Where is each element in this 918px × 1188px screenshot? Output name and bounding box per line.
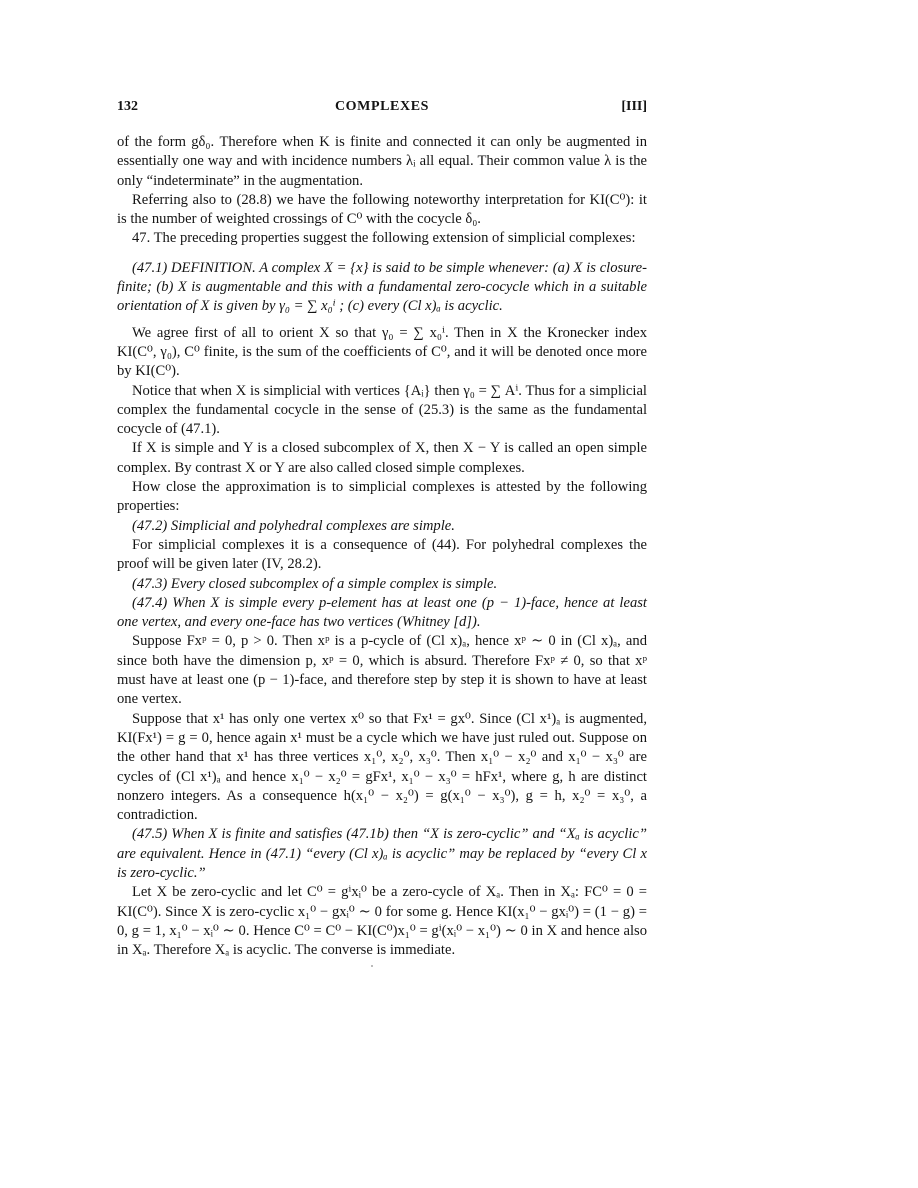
page-number: 132 bbox=[117, 99, 138, 114]
page-body bbox=[117, 133, 647, 960]
paragraph-augmentation: of the form gδ₀. Therefore when K is finite and connected it can only be augmented in essentially one way and with incidence numbers λᵢ all equal. Their common value λ is the only “indeterminate” in the augmentation. bbox=[117, 134, 647, 189]
proposition-47-4: (47.4) When X is simple every p-element has at least one (p − 1)-face, hence at least one vertex, and every one-face has two vertices (Whitney [d]). bbox=[117, 594, 647, 631]
paragraph-simplicial-cocycle: Notice that when X is simplicial with vertices {Aᵢ} then γ₀ = ∑ Aⁱ. Thus for a simplicial complex the fundamental cocycle in the sense of (25.3) is the same as the fundamental cocycle of (47.1). bbox=[117, 382, 647, 438]
proposition-47-2: (47.2) Simplicial and polyhedral complexes are simple. bbox=[132, 517, 455, 534]
proposition-47-3: (47.3) Every closed subcomplex of a simple complex is simple. bbox=[132, 575, 498, 592]
paragraph-approximation: How close the approximation is to simplicial complexes is attested by the following properties: bbox=[117, 479, 647, 515]
paragraph-open-closed: If X is simple and Y is a closed subcomplex of X, then X − Y is called an open simple complex. By contrast X or Y are also called closed simple complexes. bbox=[117, 440, 647, 476]
chapter-title: COMPLEXES bbox=[334, 99, 430, 114]
paragraph-proof-47-2: For simplicial complexes it is a consequence of (44). For polyhedral complexes the proof will be given later (IV, 28.2). bbox=[117, 536, 647, 573]
paragraph-section-47-intro: 47. The preceding properties suggest the following extension of simplicial complexes: bbox=[132, 230, 636, 247]
paragraph-kronecker-interpretation: Referring also to (28.8) we have the following noteworthy interpretation for KI(C⁰): it is the number of weighted crossings of C⁰ with the cocycle δ₀. bbox=[117, 191, 647, 228]
definition-47-1: (47.1) DEFINITION. A complex X = {x} is said to be simple whenever: (a) X is closure-finite; (b) X is augmentable and this with a fundamental zero-cocycle which in a suitable orientation of X is given by γ₀ = ∑ x₀ⁱ ; (c) every (Cl x)ₐ is acyclic. bbox=[117, 259, 647, 315]
chapter-section: [III] bbox=[621, 99, 647, 114]
paragraph-proof-47-4-a: Suppose Fxᵖ = 0, p > 0. Then xᵖ is a p-cycle of (Cl x)ₐ, hence xᵖ ∼ 0 in (Cl x)ₐ, and since both have the dimension p, xᵖ = 0, which is absurd. Therefore Fxᵖ ≠ 0, so that xᵖ must have at least one (p − 1)-face, and therefore step by step it is shown to have at least one vertex. bbox=[117, 633, 647, 708]
proposition-47-5: (47.5) When X is finite and satisfies (47.1b) then “X is zero-cyclic” and “Xₐ is acyclic” are equivalent. Hence in (47.1) “every (Cl x)ₐ is acyclic” may be replaced by “every Cl x is zero-cyclic.” bbox=[117, 826, 647, 881]
paragraph-proof-47-4-b: Suppose that x¹ has only one vertex x⁰ so that Fx¹ = gx⁰. Since (Cl x¹)ₐ is augmented, KI(Fx¹) = g = 0, hence again x¹ must be a cycle which we have just ruled out. Suppose on the other hand that x¹ has three vertices x₁⁰, x₂⁰, x₃⁰. Then x₁⁰ − x₂⁰ and x₁⁰ − x₃⁰ are cycles of (Cl x¹)ₐ and hence x₁⁰ − x₂⁰ = gFx¹, x₁⁰ − x₃⁰ = hFx¹, where g, h are distinct nonzero integers. As a consequence h(x₁⁰ − x₂⁰) = g(x₁⁰ − x₃⁰), g = h, x₂⁰ = x₃⁰, a contradiction. bbox=[117, 710, 647, 824]
running-header bbox=[117, 99, 647, 121]
paragraph-proof-47-5: Let X be zero-cyclic and let C⁰ = gⁱxᵢ⁰ be a zero-cycle of Xₐ. Then in Xₐ: FC⁰ = 0 = KI(C⁰). Since X is zero-cyclic x₁⁰ − gxᵢ⁰ ∼ 0 for some g. Hence KI(x₁⁰ − gxᵢ⁰) = (1 − g) = 0, g = 1, x₁⁰ − xᵢ⁰ ∼ 0. Hence C⁰ = C⁰ − KI(C⁰)x₁⁰ = gⁱ(xᵢ⁰ − x₁⁰) ∼ 0 in X and hence also in Xₐ. Therefore Xₐ is acyclic. The converse is immediate. bbox=[117, 884, 647, 959]
paragraph-orientation: We agree first of all to orient X so that γ₀ = ∑ x₀ⁱ. Then in X the Kronecker index KI(C⁰, γ₀), C⁰ finite, is the sum of the coefficients of C⁰, and it will be denoted once more by KI(C⁰). bbox=[117, 324, 647, 380]
scan-speck bbox=[371, 965, 373, 967]
